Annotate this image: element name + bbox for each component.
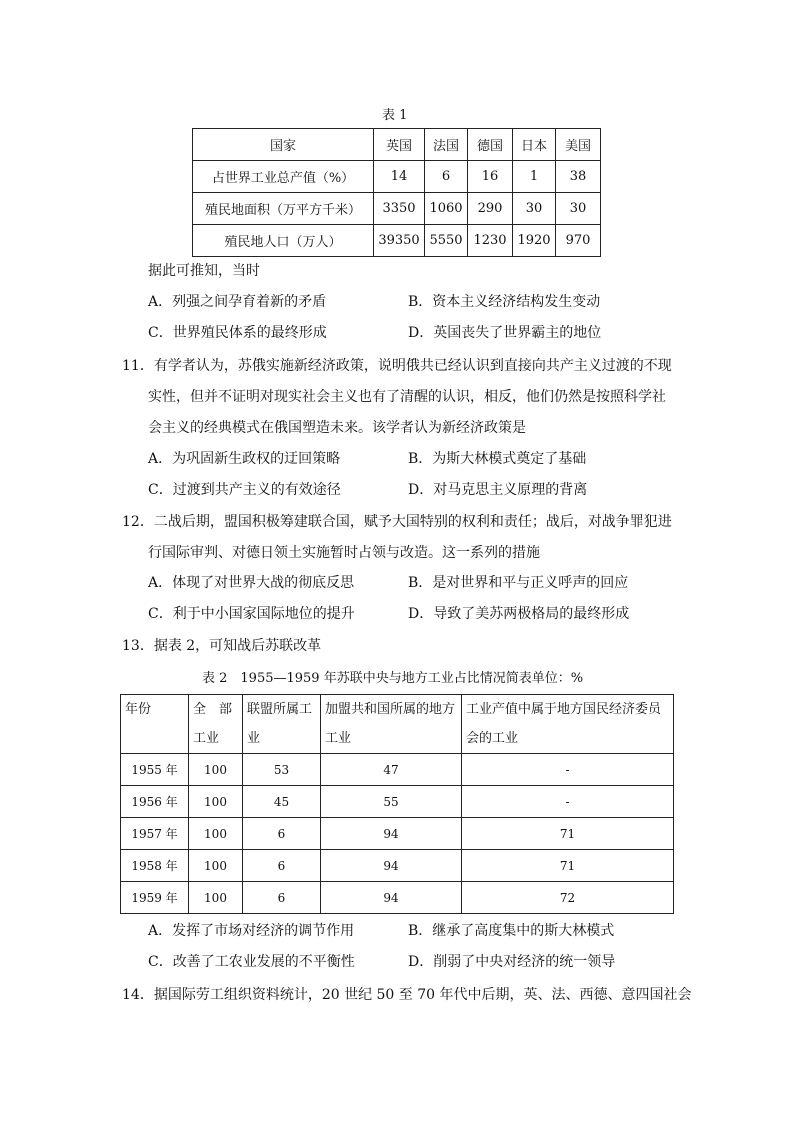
option-d: D．对马克思主义原理的背离 (408, 482, 588, 498)
question-line: 行国际审判、对德日领土实施暂时占领与改造。这一系列的措施 (148, 545, 540, 561)
table-cell: 14 (374, 161, 425, 193)
table-cell: 55 (321, 786, 462, 818)
table-row (121, 754, 674, 786)
question-line: 11．有学者认为，苏俄实施新经济政策，说明俄共已经认识到直接向共产主义过渡的不现 (122, 358, 672, 374)
option-b: B．是对世界和平与正义呼声的回应 (408, 575, 629, 591)
header-cell: 英国 (374, 129, 425, 161)
option-b: B．为斯大林模式奠定了基础 (408, 451, 587, 467)
table-header-row (193, 129, 601, 161)
table-cell: 1958 年 (121, 850, 189, 882)
question-stem: 据此可推知，当时 (148, 263, 260, 279)
option-c: C．改善了工农业发展的不平衡性 (148, 954, 355, 970)
table-cell: 39350 (374, 225, 425, 257)
table-cell: 16 (468, 161, 513, 193)
table-cell: 100 (189, 850, 243, 882)
option-d: D．英国丧失了世界霸主的地位 (408, 325, 602, 341)
table-2 (120, 694, 674, 914)
table-cell: 1959 年 (121, 882, 189, 914)
option-d: D．导致了美苏两极格局的最终形成 (408, 606, 630, 622)
table-row (121, 786, 674, 818)
table-cell: 100 (189, 818, 243, 850)
table-cell: 1 (513, 161, 556, 193)
table-row (193, 225, 601, 257)
table-1 (192, 128, 601, 257)
table-cell: 53 (243, 754, 321, 786)
table-cell: 占世界工业总产值（%） (193, 161, 374, 193)
option-b: B．继承了高度集中的斯大林模式 (408, 923, 615, 939)
header-cell: 年份 (121, 695, 189, 754)
table-cell: 1230 (468, 225, 513, 257)
table-cell: 1957 年 (121, 818, 189, 850)
question-stem: 13．据表 2，可知战后苏联改革 (122, 638, 322, 654)
table-cell: 100 (189, 754, 243, 786)
table-cell: 47 (321, 754, 462, 786)
option-a: A．发挥了市场对经济的调节作用 (148, 923, 355, 939)
table-cell: 71 (462, 850, 674, 882)
table-cell: 100 (189, 882, 243, 914)
table-row (193, 193, 601, 225)
option-b: B．资本主义经济结构发生变动 (408, 294, 601, 310)
table1-caption: 表 1 (382, 108, 408, 123)
question-line: 实性，但并不证明对现实社会主义也有了清醒的认识，相反，他们仍然是按照科学社 (148, 389, 666, 405)
header-cell: 美国 (556, 129, 601, 161)
table-cell: 38 (556, 161, 601, 193)
table-cell: 6 (243, 882, 321, 914)
table2-caption: 表 2 1955—1959 年苏联中央与地方工业占比情况简表单位：% (202, 671, 584, 686)
question-line: 会主义的经典模式在俄国塑造未来。该学者认为新经济政策是 (148, 420, 526, 436)
option-a: A．体现了对世界大战的彻底反思 (148, 575, 355, 591)
header-cell: 德国 (468, 129, 513, 161)
table-cell: 970 (556, 225, 601, 257)
header-cell: 联盟所属工业 (243, 695, 321, 754)
header-cell: 加盟共和国所属的地方工业 (321, 695, 462, 754)
table-row (121, 818, 674, 850)
table-cell: 30 (556, 193, 601, 225)
table-cell: 6 (425, 161, 468, 193)
table-cell: 殖民地人口（万人） (193, 225, 374, 257)
table-cell: 1060 (425, 193, 468, 225)
table-cell: 6 (243, 818, 321, 850)
question-line: 14．据国际劳工组织资料统计，20 世纪 50 至 70 年代中后期，英、法、西德、意四国社会 (122, 987, 692, 1003)
table-cell: 3350 (374, 193, 425, 225)
table-cell: 72 (462, 882, 674, 914)
table-cell: 30 (513, 193, 556, 225)
table-cell: 45 (243, 786, 321, 818)
table-cell: 1920 (513, 225, 556, 257)
header-cell: 法国 (425, 129, 468, 161)
table-header-row (121, 695, 674, 754)
option-a: A．为巩固新生政权的迂回策略 (148, 451, 341, 467)
table-cell: 100 (189, 786, 243, 818)
header-cell: 国家 (193, 129, 374, 161)
table-cell: 94 (321, 882, 462, 914)
table-cell: - (462, 786, 674, 818)
option-d: D．削弱了中央对经济的统一领导 (408, 954, 616, 970)
table-cell: 94 (321, 818, 462, 850)
question-line: 12．二战后期，盟国积极筹建联合国，赋予大国特别的权利和责任；战后，对战争罪犯进 (122, 514, 672, 530)
table-cell: 1955 年 (121, 754, 189, 786)
table-cell: 94 (321, 850, 462, 882)
table-cell: 1956 年 (121, 786, 189, 818)
table-cell: 71 (462, 818, 674, 850)
table-cell: 5550 (425, 225, 468, 257)
table-row (121, 882, 674, 914)
option-a: A．列强之间孕育着新的矛盾 (148, 294, 327, 310)
option-c: C．世界殖民体系的最终形成 (148, 325, 327, 341)
header-cell: 日本 (513, 129, 556, 161)
table-cell: 殖民地面积（万平方千米） (193, 193, 374, 225)
option-c: C．利于中小国家国际地位的提升 (148, 606, 355, 622)
header-cell: 工业产值中属于地方国民经济委员会的工业 (462, 695, 674, 754)
table-row (193, 161, 601, 193)
header-cell: 全 部工业 (189, 695, 243, 754)
table-row (121, 850, 674, 882)
table-cell: 290 (468, 193, 513, 225)
table-cell: - (462, 754, 674, 786)
option-c: C．过渡到共产主义的有效途径 (148, 482, 341, 498)
table-cell: 6 (243, 850, 321, 882)
